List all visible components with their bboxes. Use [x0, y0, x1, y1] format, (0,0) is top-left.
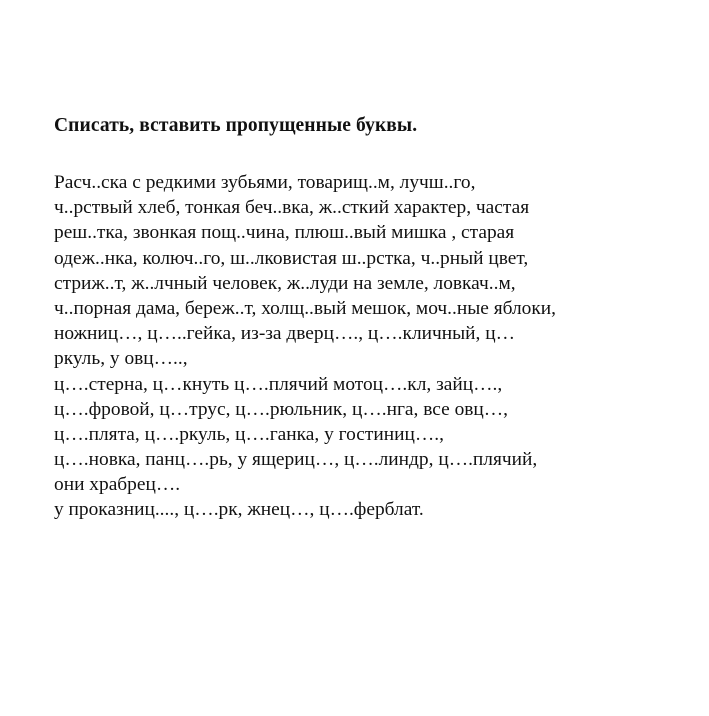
exercise-text: [54, 170, 694, 523]
text-line: стриж..т, ж..лчный человек, ж..луди на земле, ловкач..м,: [54, 272, 516, 294]
text-line: реш..тка, звонкая пощ..чина, плюш..вый мишка , старая: [54, 222, 515, 244]
text-line: Расч..ска с редкими зубьями, товарищ..м, лучш..го,: [54, 172, 476, 193]
text-line: ц….новка, панц….рь, у ящериц…, ц….линдр, ц….плячий,: [54, 449, 538, 471]
text-line: они храбрец….: [54, 474, 181, 496]
text-line: ч..рствый хлеб, тонкая беч..вка, ж..сткий характер, частая: [54, 197, 530, 219]
text-line: у проказниц...., ц….рк, жнец…, ц….ферблат.: [54, 499, 424, 521]
text-line: ц….плята, ц….ркуль, ц….ганка, у гостиниц….,: [54, 423, 444, 445]
text-line: ркуль, у овц…..,: [54, 348, 188, 370]
text-line: ц….фровой, ц…трус, ц….рюльник, ц….нга, все овц…,: [54, 398, 509, 420]
text-line: ч..порная дама, береж..т, холщ..вый мешок, моч..ные яблоки,: [54, 297, 557, 319]
text-line: ножниц…, ц…..гейка, из-за дверц…., ц….кличный, ц…: [54, 323, 515, 345]
text-line: ц….стерна, ц…кнуть ц….плячий мотоц….кл, зайц….,: [54, 373, 503, 395]
exercise-heading: Списать, вставить пропущенные буквы.: [54, 115, 418, 136]
text-line: одеж..нка, колюч..го, ш..лковистая ш..рстка, ч..рный цвет,: [54, 247, 529, 269]
